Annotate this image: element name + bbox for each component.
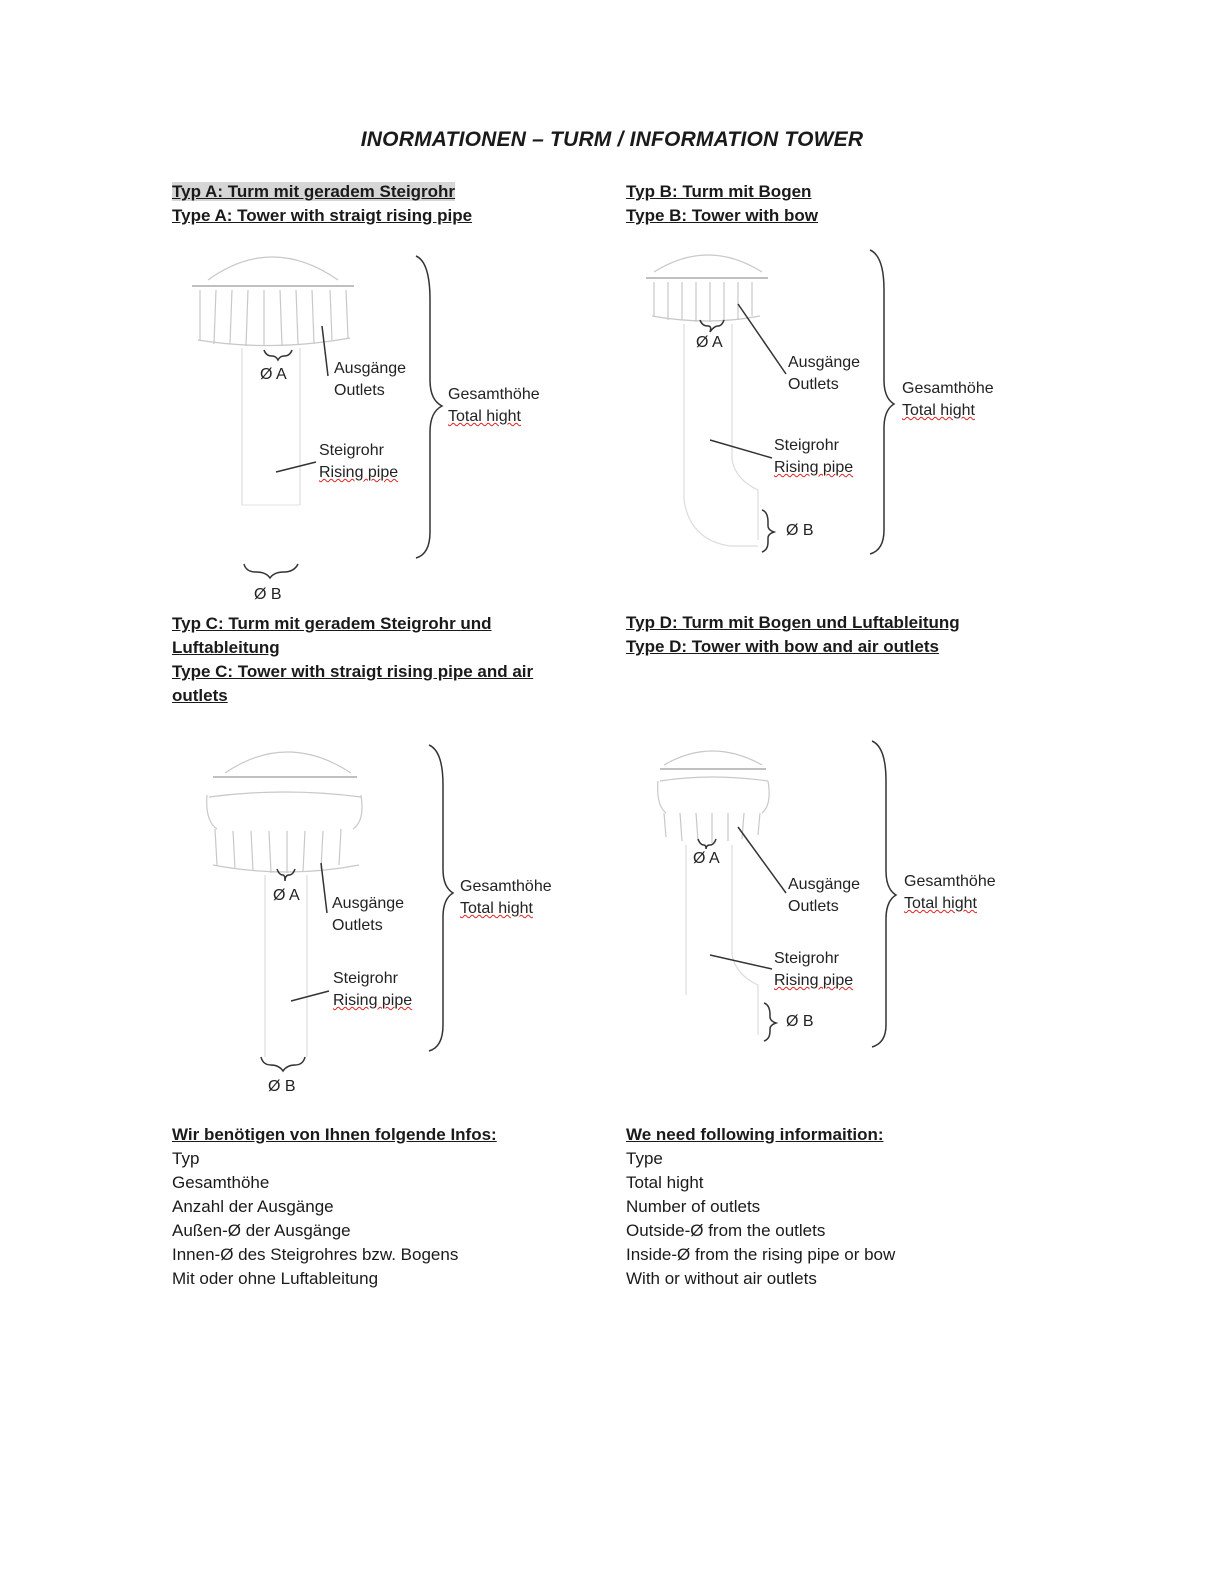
rising-pipe-label: Steigrohr Rising pipe xyxy=(774,950,854,989)
list-item: Gesamthöhe xyxy=(172,1173,270,1192)
type-b-heading xyxy=(626,180,818,228)
pipe-pointer xyxy=(710,440,772,458)
dia-b-label: Ø B xyxy=(268,1078,296,1095)
tower-b-diagram xyxy=(640,240,1020,570)
total-height-brace xyxy=(429,745,453,1051)
type-a-title-de: Typ A: Turm mit geradem Steigrohr xyxy=(172,182,456,201)
list-item: With or without air outlets xyxy=(626,1269,817,1288)
dia-b-label: Ø B xyxy=(786,1013,814,1030)
rising-pipe-label: Steigrohr Rising pipe xyxy=(333,970,413,1009)
list-item: Mit oder ohne Luftableitung xyxy=(172,1269,379,1288)
dia-a-label: Ø A xyxy=(273,887,300,904)
type-d-title-de: Typ D: Turm mit Bogen und Luftableitung xyxy=(626,613,960,632)
list-item: Anzahl der Ausgänge xyxy=(172,1197,334,1216)
list-item: Total hight xyxy=(626,1173,704,1192)
dia-b-label: Ø B xyxy=(254,586,282,603)
dia-a-label: Ø A xyxy=(693,850,720,867)
dia-b-brace xyxy=(762,510,774,552)
type-b-title-en: Type B: Tower with bow xyxy=(626,206,819,225)
dia-b-brace xyxy=(764,1003,776,1041)
dia-b-label: Ø B xyxy=(786,522,814,539)
info-list-de xyxy=(172,1123,497,1291)
list-item: Innen-Ø des Steigrohres bzw. Bogens xyxy=(172,1245,459,1264)
outlets-pointer xyxy=(738,827,786,893)
dia-a-brace xyxy=(700,320,724,332)
pipe-pointer xyxy=(291,991,329,1001)
outlets-label: Ausgänge Outlets xyxy=(334,360,407,399)
dia-b-brace xyxy=(244,564,298,578)
list-item: Outside-Ø from the outlets xyxy=(626,1221,826,1240)
total-height-label: Gesamthöhe Total hight xyxy=(904,873,996,912)
rising-pipe-label: Steigrohr Rising pipe xyxy=(774,437,854,476)
page-title: INORMATIONEN – TURM / INFORMATION TOWER xyxy=(360,128,864,151)
type-c-title-en-2: outlets xyxy=(172,686,228,705)
outlets-label: Ausgänge Outlets xyxy=(788,354,861,393)
total-height-brace xyxy=(416,256,442,558)
type-a-heading xyxy=(172,180,472,228)
total-height-label: Gesamthöhe Total hight xyxy=(460,878,552,917)
list-item: Number of outlets xyxy=(626,1197,761,1216)
list-item: Inside-Ø from the rising pipe or bow xyxy=(626,1245,896,1264)
tower-d-diagram xyxy=(640,735,1020,1065)
info-heading-de: Wir benötigen von Ihnen folgende Infos: xyxy=(172,1125,497,1144)
info-list-en xyxy=(626,1123,895,1291)
info-heading-en: We need following informaition: xyxy=(626,1125,884,1144)
dia-a-brace xyxy=(277,869,295,881)
type-c-title-de-1: Typ C: Turm mit geradem Steigrohr und xyxy=(172,614,492,633)
total-height-brace xyxy=(870,250,894,554)
type-c-title-de-2: Luftableitung xyxy=(172,638,280,657)
outlets-label: Ausgänge Outlets xyxy=(332,895,405,934)
type-c-title-en-1: Type C: Tower with straigt rising pipe and air xyxy=(172,662,534,681)
outlets-label: Ausgänge Outlets xyxy=(788,876,861,915)
total-height-label: Gesamthöhe Total hight xyxy=(448,386,540,425)
tower-c-diagram xyxy=(195,735,595,1105)
dia-a-label: Ø A xyxy=(696,334,723,351)
dia-b-brace xyxy=(261,1057,305,1071)
type-c-heading xyxy=(172,612,533,708)
type-b-title-de: Typ B: Turm mit Bogen xyxy=(626,182,812,201)
total-height-label: Gesamthöhe Total hight xyxy=(902,380,994,419)
pipe-pointer xyxy=(276,462,316,472)
outlets-pointer xyxy=(322,326,328,376)
dia-a-label: Ø A xyxy=(260,366,287,383)
list-item: Type xyxy=(626,1149,663,1168)
outlets-pointer xyxy=(738,304,786,374)
total-height-brace xyxy=(872,741,896,1047)
type-d-title-en: Type D: Tower with bow and air outlets xyxy=(626,637,939,656)
tower-a-diagram xyxy=(180,240,600,610)
list-item: Außen-Ø der Ausgänge xyxy=(172,1221,351,1240)
pipe-pointer xyxy=(710,955,772,969)
type-d-heading xyxy=(626,611,960,659)
list-item: Typ xyxy=(172,1149,200,1168)
type-a-title-en: Type A: Tower with straigt rising pipe xyxy=(172,206,473,225)
rising-pipe-label: Steigrohr Rising pipe xyxy=(319,442,399,481)
dia-a-brace xyxy=(264,350,292,360)
